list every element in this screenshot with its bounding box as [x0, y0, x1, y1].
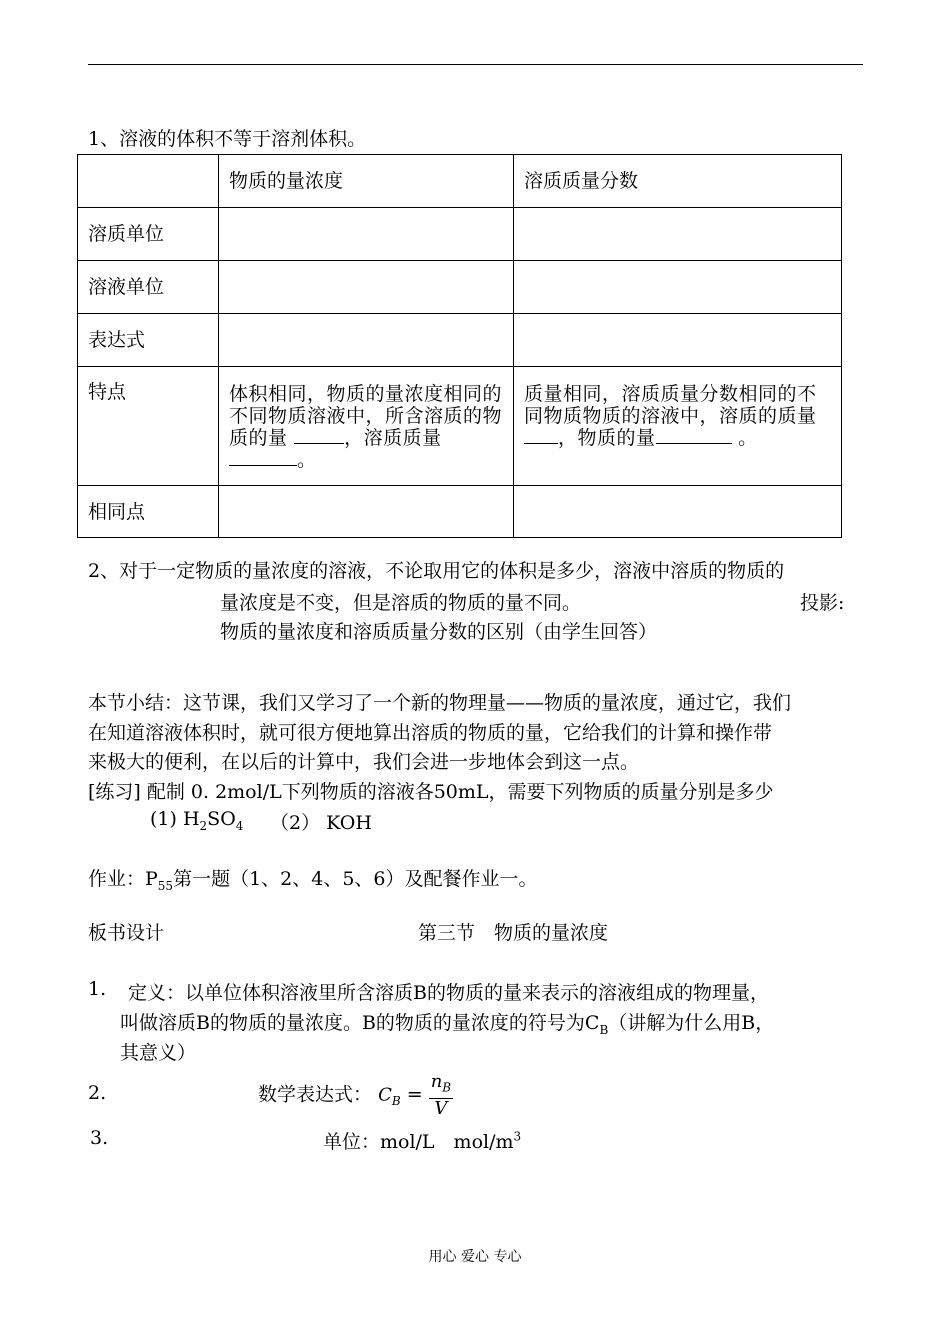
summary-line-3: 来极大的便利，在以后的计算中，我们会进一步地体会到这一点。 — [88, 751, 640, 773]
board-design-title: 第三节 物质的量浓度 — [418, 922, 609, 944]
header-rule — [88, 64, 863, 65]
row-label: 溶液单位 — [78, 261, 219, 314]
point-1: 1、溶液的体积不等于溶剂体积。 — [88, 128, 367, 150]
fraction: $\frac{n_B}{V}$ — [430, 1071, 452, 1119]
def-line-1: 定义：以单位体积溶液里所含溶质B的物质的量来表示的溶液组成的物理量， — [128, 982, 769, 1004]
formula: 数学表达式： $C_B$ = $\frac{n_B}{V}$ — [258, 1071, 452, 1119]
formula-number: 2. — [88, 1082, 107, 1104]
page-footer: 用心 爱心 专心 — [428, 1249, 522, 1265]
row-label: 相同点 — [78, 486, 219, 538]
table-header-empty — [78, 155, 219, 208]
table-cell — [514, 261, 842, 314]
table-cell — [219, 486, 514, 538]
unit-line: 单位：mol/L mol/$m^3$ — [323, 1129, 522, 1153]
comparison-table — [77, 154, 842, 538]
table-cell — [219, 314, 514, 367]
def-number: 1. — [88, 978, 107, 1000]
summary-line-1: 本节小结：这节课，我们又学习了一个新的物理量——物质的量浓度，通过它，我们 — [88, 692, 792, 714]
def-line-2: 叫做溶质B的物质的量浓度。B的物质的量浓度的符号为$C_B$（讲解为什么用B， — [120, 1012, 775, 1037]
table-cell — [219, 208, 514, 261]
row-label: 特点 — [78, 367, 219, 486]
blank-line — [524, 427, 558, 444]
def-line-3: 其意义） — [120, 1042, 197, 1064]
unit-number: 3. — [90, 1127, 109, 1149]
table-cell — [514, 486, 842, 538]
point-2-line-1: 2、对于一定物质的量浓度的溶液，不论取用它的体积是多少，溶液中溶质的物质的 — [88, 560, 785, 582]
table-cell — [219, 261, 514, 314]
table-cell — [514, 208, 842, 261]
point-2-line-2: 量浓度是不变，但是溶质的物质的量不同。 — [220, 592, 582, 614]
table-header-mass-fraction: 溶质质量分数 — [514, 155, 842, 208]
homework: 作业：$P_{55}$第一题（1、2、4、5、6）及配餐作业一。 — [88, 868, 538, 893]
blank-line — [229, 449, 297, 466]
summary-line-2: 在知道溶液体积时，就可很方便地算出溶质的物质的量，它给我们的计算和操作带 — [88, 722, 773, 744]
exercise-line: [练习] 配制 0. 2mol/L下列物质的溶液各50mL，需要下列物质的质量分别是多少 — [88, 781, 774, 803]
projection-label: 投影: — [800, 592, 845, 614]
row-label: 溶质单位 — [78, 208, 219, 261]
exercise-item-2: （2） KOH — [270, 812, 372, 834]
feature-molarity: 体积相同，物质的量浓度相同的不同物质溶液中，所含溶质的物质的量 ，溶质质量。 — [219, 367, 514, 486]
point-2-line-3: 物质的量浓度和溶质质量分数的区别（由学生回答） — [220, 621, 658, 643]
row-label: 表达式 — [78, 314, 219, 367]
board-design-label: 板书设计 — [88, 922, 165, 944]
exercise-item-1: (1) $H_2SO_4$ — [150, 808, 244, 833]
table-cell — [514, 314, 842, 367]
blank-line — [294, 427, 344, 444]
feature-mass-fraction: 质量相同，溶质质量分数相同的不同物质物质的溶液中，溶质的质量，物质的量 。 — [514, 367, 842, 486]
blank-line — [656, 427, 732, 444]
table-header-molarity: 物质的量浓度 — [219, 155, 514, 208]
